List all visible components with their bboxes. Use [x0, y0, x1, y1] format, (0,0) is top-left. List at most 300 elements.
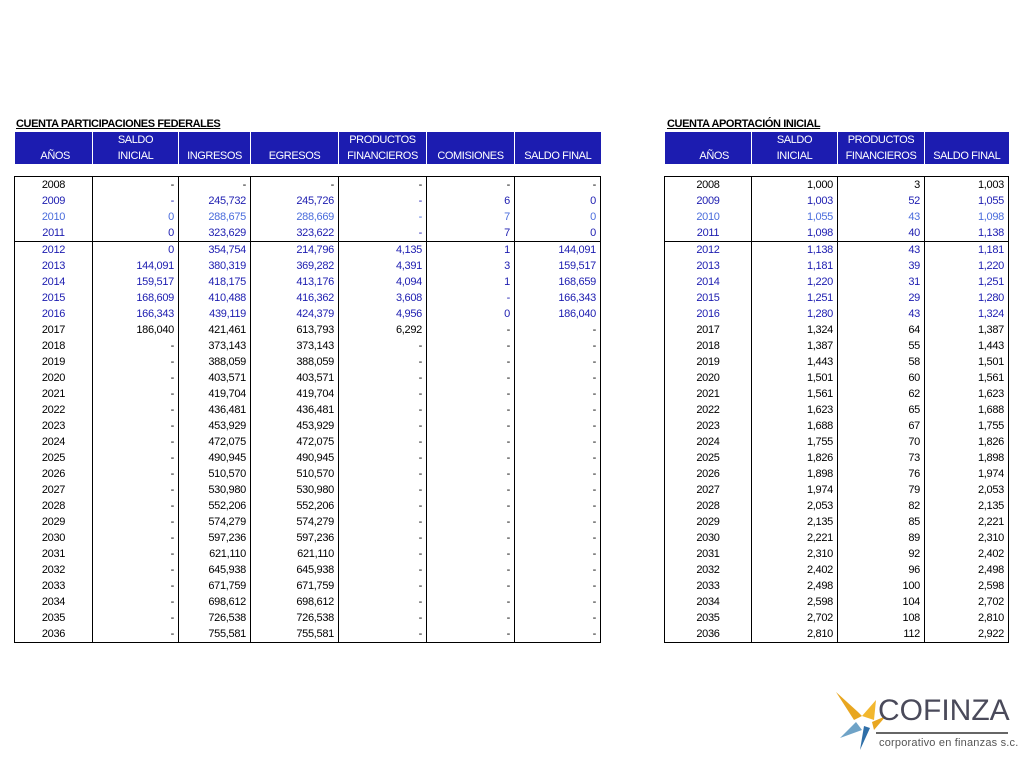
value-cell: -	[427, 498, 515, 514]
table-row	[665, 209, 1009, 225]
value-cell: 552,206	[179, 498, 251, 514]
year-cell: 2018	[665, 338, 752, 354]
value-cell: 388,059	[251, 354, 339, 370]
table-row	[665, 370, 1009, 386]
value-cell: 472,075	[179, 434, 251, 450]
value-cell: 1,561	[925, 370, 1009, 386]
year-cell: 2028	[665, 498, 752, 514]
value-cell: 0	[427, 306, 515, 322]
value-cell: 410,488	[179, 290, 251, 306]
table-row	[665, 274, 1009, 290]
value-cell: 1,280	[752, 306, 838, 322]
value-cell: 388,059	[179, 354, 251, 370]
year-cell: 2023	[15, 418, 93, 434]
table-row	[15, 177, 601, 194]
value-cell: 597,236	[251, 530, 339, 546]
year-cell: 2033	[665, 578, 752, 594]
value-cell: 726,538	[179, 610, 251, 626]
value-cell: 245,726	[251, 193, 339, 209]
value-cell: 65	[838, 402, 925, 418]
value-cell: -	[339, 193, 427, 209]
value-cell: 1,280	[925, 290, 1009, 306]
value-cell: 645,938	[179, 562, 251, 578]
value-cell: 1,220	[925, 258, 1009, 274]
value-cell: 453,929	[179, 418, 251, 434]
value-cell: -	[339, 498, 427, 514]
value-cell: 2,310	[752, 546, 838, 562]
value-cell: 552,206	[251, 498, 339, 514]
value-cell: 64	[838, 322, 925, 338]
table-row	[15, 193, 601, 209]
value-cell: 2,402	[752, 562, 838, 578]
value-cell: -	[93, 578, 179, 594]
value-cell: 1,501	[925, 354, 1009, 370]
value-cell: 67	[838, 418, 925, 434]
year-cell: 2026	[665, 466, 752, 482]
left-table-header	[15, 132, 601, 164]
value-cell: 2,922	[925, 626, 1009, 643]
value-cell: 1,623	[752, 402, 838, 418]
table-row	[15, 562, 601, 578]
year-cell: 2027	[15, 482, 93, 498]
value-cell: 421,461	[179, 322, 251, 338]
value-cell: 89	[838, 530, 925, 546]
table-row	[665, 610, 1009, 626]
value-cell: 58	[838, 354, 925, 370]
value-cell: -	[93, 530, 179, 546]
value-cell: 1,181	[925, 242, 1009, 259]
value-cell: 0	[515, 209, 601, 225]
value-cell: 166,343	[515, 290, 601, 306]
value-cell: 0	[93, 225, 179, 242]
value-cell: 645,938	[251, 562, 339, 578]
right-table-header	[665, 132, 1009, 164]
year-cell: 2023	[665, 418, 752, 434]
right-header-label: INICIAL	[752, 148, 838, 164]
value-cell: 1,688	[752, 418, 838, 434]
year-cell: 2029	[15, 514, 93, 530]
left-header-label: COMISIONES	[427, 148, 515, 164]
value-cell: 2,053	[925, 482, 1009, 498]
value-cell: -	[515, 370, 601, 386]
value-cell: 1,826	[752, 450, 838, 466]
table-row	[665, 450, 1009, 466]
year-cell: 2017	[15, 322, 93, 338]
value-cell: -	[339, 610, 427, 626]
year-cell: 2022	[15, 402, 93, 418]
value-cell: 186,040	[93, 322, 179, 338]
value-cell: 1,181	[752, 258, 838, 274]
year-cell: 2012	[15, 242, 93, 259]
value-cell: 613,793	[251, 322, 339, 338]
logo-tagline: corporativo en finanzas s.c.	[879, 737, 1019, 749]
table-row	[15, 338, 601, 354]
value-cell: 166,343	[93, 306, 179, 322]
value-cell: -	[339, 370, 427, 386]
value-cell: -	[515, 402, 601, 418]
value-cell: 510,570	[179, 466, 251, 482]
value-cell: 1	[427, 242, 515, 259]
right-header-top	[925, 132, 1009, 148]
value-cell: -	[427, 594, 515, 610]
value-cell: 168,609	[93, 290, 179, 306]
value-cell: 2,810	[752, 626, 838, 643]
value-cell: -	[339, 209, 427, 225]
value-cell: 1,251	[925, 274, 1009, 290]
value-cell: 0	[515, 193, 601, 209]
value-cell: -	[515, 450, 601, 466]
value-cell: 419,704	[251, 386, 339, 402]
value-cell: -	[339, 578, 427, 594]
value-cell: 726,538	[251, 610, 339, 626]
year-cell: 2032	[15, 562, 93, 578]
value-cell: -	[515, 482, 601, 498]
value-cell: -	[93, 434, 179, 450]
left-header-top	[427, 132, 515, 148]
year-cell: 2018	[15, 338, 93, 354]
value-cell: 671,759	[179, 578, 251, 594]
value-cell: 621,110	[179, 546, 251, 562]
value-cell: 108	[838, 610, 925, 626]
table-row	[15, 322, 601, 338]
year-cell: 2036	[665, 626, 752, 643]
table-row	[15, 306, 601, 322]
value-cell: -	[339, 514, 427, 530]
value-cell: 1,826	[925, 434, 1009, 450]
table-row	[665, 258, 1009, 274]
value-cell: 1,443	[752, 354, 838, 370]
value-cell: -	[339, 177, 427, 194]
value-cell: 39	[838, 258, 925, 274]
year-cell: 2010	[15, 209, 93, 225]
table-row	[15, 209, 601, 225]
value-cell: -	[427, 434, 515, 450]
value-cell: 698,612	[179, 594, 251, 610]
year-cell: 2010	[665, 209, 752, 225]
year-cell: 2035	[15, 610, 93, 626]
year-cell: 2009	[665, 193, 752, 209]
value-cell: -	[179, 177, 251, 194]
value-cell: 3	[838, 177, 925, 194]
value-cell: 3	[427, 258, 515, 274]
year-cell: 2014	[665, 274, 752, 290]
value-cell: -	[93, 193, 179, 209]
value-cell: 419,704	[179, 386, 251, 402]
table-row	[15, 386, 601, 402]
value-cell: 2,498	[752, 578, 838, 594]
value-cell: 1,387	[752, 338, 838, 354]
value-cell: 168,659	[515, 274, 601, 290]
value-cell: 2,221	[752, 530, 838, 546]
value-cell: 2,810	[925, 610, 1009, 626]
value-cell: -	[427, 354, 515, 370]
value-cell: 2,135	[752, 514, 838, 530]
year-cell: 2024	[15, 434, 93, 450]
year-cell: 2025	[15, 450, 93, 466]
cofinza-logo	[832, 686, 1019, 762]
table-row	[15, 594, 601, 610]
value-cell: 403,571	[251, 370, 339, 386]
value-cell: -	[339, 434, 427, 450]
value-cell: -	[515, 418, 601, 434]
value-cell: -	[93, 562, 179, 578]
table-row	[15, 434, 601, 450]
table-row	[665, 290, 1009, 306]
value-cell: -	[515, 594, 601, 610]
value-cell: 288,675	[179, 209, 251, 225]
value-cell: -	[93, 418, 179, 434]
value-cell: 1,974	[752, 482, 838, 498]
value-cell: 2,310	[925, 530, 1009, 546]
value-cell: 55	[838, 338, 925, 354]
value-cell: -	[515, 466, 601, 482]
value-cell: -	[427, 514, 515, 530]
year-cell: 2034	[15, 594, 93, 610]
left-header-top	[15, 132, 93, 148]
value-cell: 2,402	[925, 546, 1009, 562]
year-cell: 2031	[15, 546, 93, 562]
year-cell: 2019	[665, 354, 752, 370]
year-cell: 2016	[15, 306, 93, 322]
value-cell: -	[427, 290, 515, 306]
value-cell: 2,702	[925, 594, 1009, 610]
value-cell: 323,622	[251, 225, 339, 242]
value-cell: -	[427, 530, 515, 546]
year-cell: 2015	[15, 290, 93, 306]
value-cell: -	[427, 466, 515, 482]
value-cell: 7	[427, 209, 515, 225]
left-header-top	[179, 132, 251, 148]
value-cell: -	[515, 514, 601, 530]
value-cell: -	[93, 626, 179, 643]
right-table-title: CUENTA APORTACIÓN INICIAL	[667, 118, 821, 130]
value-cell: 373,143	[251, 338, 339, 354]
left-header-label: INICIAL	[93, 148, 179, 164]
table-row	[665, 514, 1009, 530]
value-cell: -	[339, 626, 427, 643]
table-row	[15, 242, 601, 259]
value-cell: -	[515, 322, 601, 338]
value-cell: -	[515, 578, 601, 594]
value-cell: 755,581	[251, 626, 339, 643]
table-row	[665, 225, 1009, 242]
table-row	[665, 578, 1009, 594]
table-row	[665, 594, 1009, 610]
value-cell: 530,980	[251, 482, 339, 498]
value-cell: 1,003	[752, 193, 838, 209]
year-cell: 2012	[665, 242, 752, 259]
value-cell: 159,517	[93, 274, 179, 290]
value-cell: -	[427, 578, 515, 594]
value-cell: -	[515, 177, 601, 194]
value-cell: 436,481	[179, 402, 251, 418]
value-cell: 112	[838, 626, 925, 643]
value-cell: 85	[838, 514, 925, 530]
table-row	[665, 434, 1009, 450]
year-cell: 2025	[665, 450, 752, 466]
year-cell: 2034	[665, 594, 752, 610]
table-row	[15, 450, 601, 466]
value-cell: 1,561	[752, 386, 838, 402]
value-cell: -	[427, 177, 515, 194]
value-cell: 6,292	[339, 322, 427, 338]
value-cell: 1,003	[925, 177, 1009, 194]
table-row	[665, 530, 1009, 546]
value-cell: -	[339, 482, 427, 498]
table-row	[665, 482, 1009, 498]
right-header-label: FINANCIEROS	[838, 148, 925, 164]
year-cell: 2011	[665, 225, 752, 242]
value-cell: -	[93, 514, 179, 530]
value-cell: -	[93, 177, 179, 194]
value-cell: 0	[93, 242, 179, 259]
value-cell: 2,702	[752, 610, 838, 626]
value-cell: 418,175	[179, 274, 251, 290]
year-cell: 2022	[665, 402, 752, 418]
aportacion-table	[664, 132, 1009, 643]
value-cell: 0	[93, 209, 179, 225]
table-row	[15, 466, 601, 482]
year-cell: 2035	[665, 610, 752, 626]
table-row	[15, 578, 601, 594]
table-row	[15, 418, 601, 434]
value-cell: 2,598	[752, 594, 838, 610]
value-cell: -	[427, 386, 515, 402]
value-cell: 43	[838, 209, 925, 225]
table-row	[15, 370, 601, 386]
right-header-label: SALDO FINAL	[925, 148, 1009, 164]
value-cell: -	[515, 434, 601, 450]
value-cell: 403,571	[179, 370, 251, 386]
value-cell: 1,138	[752, 242, 838, 259]
value-cell: -	[515, 546, 601, 562]
value-cell: 6	[427, 193, 515, 209]
value-cell: -	[515, 610, 601, 626]
value-cell: -	[339, 594, 427, 610]
logo-divider	[876, 732, 1008, 734]
year-cell: 2016	[665, 306, 752, 322]
value-cell: -	[427, 450, 515, 466]
value-cell: 1,324	[925, 306, 1009, 322]
table-row	[15, 402, 601, 418]
table-row	[665, 177, 1009, 194]
year-cell: 2017	[665, 322, 752, 338]
value-cell: 4,391	[339, 258, 427, 274]
table-row	[15, 514, 601, 530]
value-cell: 4,956	[339, 306, 427, 322]
right-table-body	[665, 177, 1009, 643]
table-row	[665, 626, 1009, 643]
value-cell: 621,110	[251, 546, 339, 562]
value-cell: 1,755	[925, 418, 1009, 434]
year-cell: 2032	[665, 562, 752, 578]
value-cell: -	[515, 562, 601, 578]
right-header-top: PRODUCTOS	[838, 132, 925, 148]
table-row	[665, 193, 1009, 209]
value-cell: -	[515, 338, 601, 354]
value-cell: 1,898	[752, 466, 838, 482]
value-cell: 373,143	[179, 338, 251, 354]
left-header-label: INGRESOS	[179, 148, 251, 164]
value-cell: 1,387	[925, 322, 1009, 338]
year-cell: 2033	[15, 578, 93, 594]
year-cell: 2027	[665, 482, 752, 498]
left-header-label: EGRESOS	[251, 148, 339, 164]
value-cell: 43	[838, 306, 925, 322]
year-cell: 2020	[15, 370, 93, 386]
year-cell: 2013	[15, 258, 93, 274]
left-header-top: SALDO	[93, 132, 179, 148]
value-cell: -	[93, 610, 179, 626]
table-row	[665, 386, 1009, 402]
value-cell: -	[93, 466, 179, 482]
value-cell: -	[339, 450, 427, 466]
value-cell: 698,612	[251, 594, 339, 610]
year-cell: 2031	[665, 546, 752, 562]
year-cell: 2021	[665, 386, 752, 402]
year-cell: 2029	[665, 514, 752, 530]
year-cell: 2020	[665, 370, 752, 386]
value-cell: -	[515, 498, 601, 514]
value-cell: -	[339, 466, 427, 482]
year-cell: 2008	[15, 177, 93, 194]
value-cell: 0	[515, 225, 601, 242]
value-cell: 186,040	[515, 306, 601, 322]
value-cell: 29	[838, 290, 925, 306]
table-row	[15, 290, 601, 306]
value-cell: -	[93, 354, 179, 370]
value-cell: -	[427, 626, 515, 643]
value-cell: -	[93, 338, 179, 354]
year-cell: 2015	[665, 290, 752, 306]
value-cell: 1,688	[925, 402, 1009, 418]
value-cell: 288,669	[251, 209, 339, 225]
left-header-label: AÑOS	[15, 148, 93, 164]
value-cell: 76	[838, 466, 925, 482]
value-cell: -	[339, 402, 427, 418]
value-cell: 70	[838, 434, 925, 450]
value-cell: 1,055	[925, 193, 1009, 209]
value-cell: 4,135	[339, 242, 427, 259]
table-row	[665, 306, 1009, 322]
table-row	[665, 242, 1009, 259]
value-cell: 755,581	[179, 626, 251, 643]
table-row	[665, 466, 1009, 482]
value-cell: 574,279	[251, 514, 339, 530]
value-cell: 671,759	[251, 578, 339, 594]
table-row	[15, 498, 601, 514]
value-cell: -	[515, 354, 601, 370]
table-row	[15, 225, 601, 242]
value-cell: -	[427, 610, 515, 626]
year-cell: 2009	[15, 193, 93, 209]
year-cell: 2030	[665, 530, 752, 546]
value-cell: 597,236	[179, 530, 251, 546]
value-cell: 1	[427, 274, 515, 290]
table-row	[15, 626, 601, 643]
value-cell: 369,282	[251, 258, 339, 274]
table-row	[665, 322, 1009, 338]
year-cell: 2036	[15, 626, 93, 643]
value-cell: 1,055	[752, 209, 838, 225]
year-cell: 2030	[15, 530, 93, 546]
year-cell: 2021	[15, 386, 93, 402]
left-table-body	[15, 177, 601, 643]
value-cell: 416,362	[251, 290, 339, 306]
value-cell: 96	[838, 562, 925, 578]
table-row	[15, 354, 601, 370]
table-row	[665, 338, 1009, 354]
